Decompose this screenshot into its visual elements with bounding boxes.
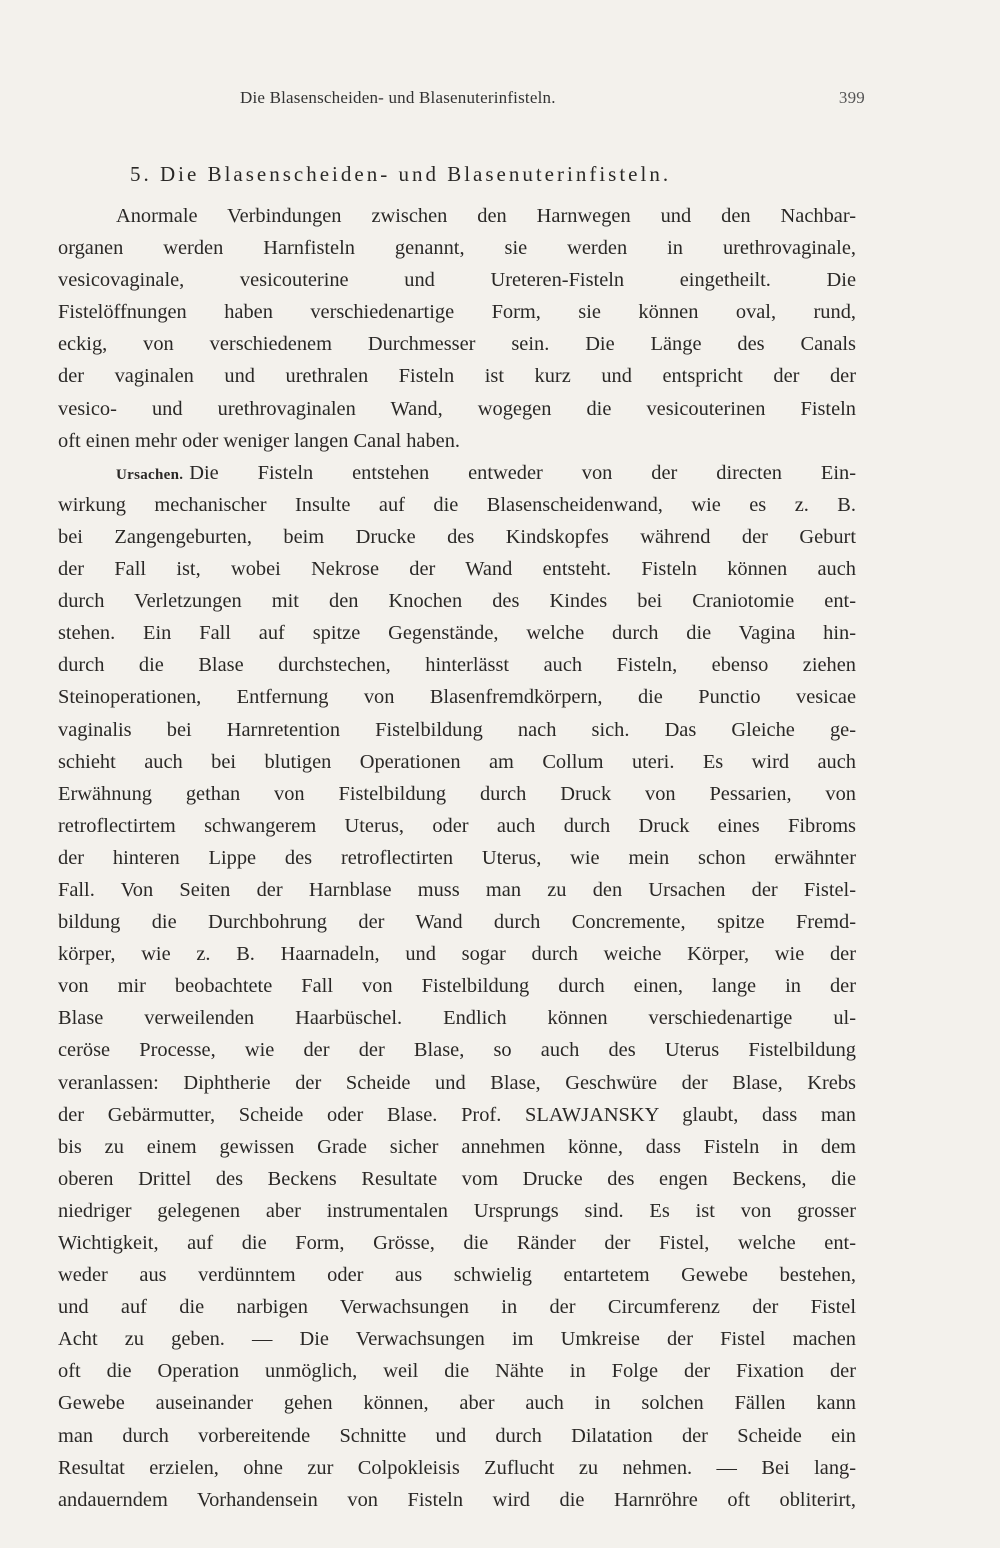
paragraph-line: Blase verweilenden Haarbüschel. Endlich können verschiedenartige ul- (58, 1007, 856, 1030)
paragraph-line: niedriger gelegenen aber instrumentalen Ursprungs sind. Es ist von grosser (58, 1199, 856, 1222)
paragraph-line: andauerndem Vorhandensein von Fisteln wird die Harnröhre oft obliterirt, (58, 1488, 856, 1511)
paragraph-line: bis zu einem gewissen Grade sicher annehmen könne, dass Fisteln in dem (58, 1135, 856, 1158)
paragraph-line: Gewebe auseinander gehen können, aber auch in solchen Fällen kann (58, 1392, 856, 1415)
paragraph-line: oft einen mehr oder weniger langen Canal haben. (58, 429, 460, 452)
rubric-line-text: Die Fisteln entstehen entweder von der directen Ein- (189, 461, 856, 484)
paragraph-line: veranlassen: Diphtherie der Scheide und Blase, Geschwüre der Blase, Krebs (58, 1071, 856, 1094)
paragraph-line: und auf die narbigen Verwachsungen in der Circumferenz der Fistel (58, 1296, 856, 1319)
paragraph-line: Anormale Verbindungen zwischen den Harnwegen und den Nachbar- (116, 205, 856, 227)
paragraph-line: oft die Operation unmöglich, weil die Nähte in Folge der Fixation der (58, 1360, 856, 1383)
paragraph-line: eckig, von verschiedenem Durchmesser sein. Die Länge des Canals (58, 333, 856, 356)
paragraph-line: vesico- und urethrovaginalen Wand, wogegen die vesicouterinen Fisteln (58, 397, 856, 420)
paragraph-line: Erwähnung gethan von Fistelbildung durch Druck von Pessarien, von (58, 782, 856, 805)
paragraph-line: organen werden Harnfisteln genannt, sie werden in urethrovaginale, (58, 237, 856, 260)
paragraph-line: der hinteren Lippe des retroflectirten Uterus, wie mein schon erwähnter (58, 846, 856, 869)
paragraph-line: der vaginalen und urethralen Fisteln ist kurz und entspricht der der (58, 365, 856, 388)
paragraph-line: der Fall ist, wobei Nekrose der Wand entsteht. Fisteln können auch (58, 558, 856, 581)
paragraph-line: retroflectirtem schwangerem Uterus, oder auch durch Druck eines Fibroms (58, 814, 856, 837)
section-title: 5. Die Blasenscheiden- und Blasenuterinfisteln. (130, 162, 672, 186)
paragraph-line: Resultat erzielen, ohne zur Colpokleisis Zuflucht zu nehmen. — Bei lang- (58, 1456, 856, 1479)
paragraph-line: Steinoperationen, Entfernung von Blasenfremdkörpern, die Punctio vesicae (58, 686, 856, 709)
paragraph-line: bei Zangengeburten, beim Drucke des Kindskopfes während der Geburt (58, 525, 856, 548)
paragraph-line: stehen. Ein Fall auf spitze Gegenstände, welche durch die Vagina hin- (58, 622, 856, 645)
paragraph-line: körper, wie z. B. Haarnadeln, und sogar durch weiche Körper, wie der (58, 943, 856, 966)
paragraph-line: von mir beobachtete Fall von Fistelbildung durch einen, lange in der (58, 975, 856, 998)
paragraph-causes (58, 457, 856, 1516)
paragraph-line: vaginalis bei Harnretention Fistelbildung nach sich. Das Gleiche ge- (58, 718, 856, 741)
paragraph-line: Acht zu geben. — Die Verwachsungen im Umkreise der Fistel machen (58, 1328, 856, 1351)
paragraph-definition (58, 200, 856, 457)
rubric-causes: Ursachen. (116, 466, 184, 483)
paragraph-line: Wichtigkeit, auf die Form, Grösse, die Ränder der Fistel, welche ent- (58, 1232, 856, 1254)
paragraph-line: wirkung mechanischer Insulte auf die Blasenscheidenwand, wie es z. B. (58, 493, 856, 516)
paragraph-line: durch Verletzungen mit den Knochen des Kindes bei Craniotomie ent- (58, 590, 856, 613)
paragraph-line (58, 457, 856, 489)
paragraph-line: man durch vorbereitende Schnitte und durch Dilatation der Scheide ein (58, 1424, 856, 1447)
paragraph-line: weder aus verdünntem oder aus schwielig entartetem Gewebe bestehen, (58, 1264, 856, 1287)
paragraph-line: Fistelöffnungen haben verschiedenartige Form, sie können oval, rund, (58, 301, 856, 324)
paragraph-line: ceröse Processe, wie der der Blase, so auch des Uterus Fistelbildung (58, 1039, 856, 1062)
paragraph-line: durch die Blase durchstechen, hinterlässt auch Fisteln, ebenso ziehen (58, 654, 856, 677)
body-text (58, 200, 856, 1516)
paragraph-line: oberen Drittel des Beckens Resultate vom Drucke des engen Beckens, die (58, 1167, 856, 1190)
running-head-title: Die Blasenscheiden- und Blasenuterinfisteln. (240, 88, 556, 107)
page-number: 399 (838, 88, 865, 107)
paragraph-line: vesicovaginale, vesicouterine und Ureteren-Fisteln eingetheilt. Die (58, 269, 856, 292)
paragraph-line: Fall. Von Seiten der Harnblase muss man zu den Ursachen der Fistel- (58, 878, 856, 901)
paragraph-line: schieht auch bei blutigen Operationen am Collum uteri. Es wird auch (58, 750, 856, 773)
paragraph-line: bildung die Durchbohrung der Wand durch Concremente, spitze Fremd- (58, 911, 856, 934)
paragraph-line: der Gebärmutter, Scheide oder Blase. Prof. SLAWJANSKY glaubt, dass man (58, 1103, 856, 1126)
